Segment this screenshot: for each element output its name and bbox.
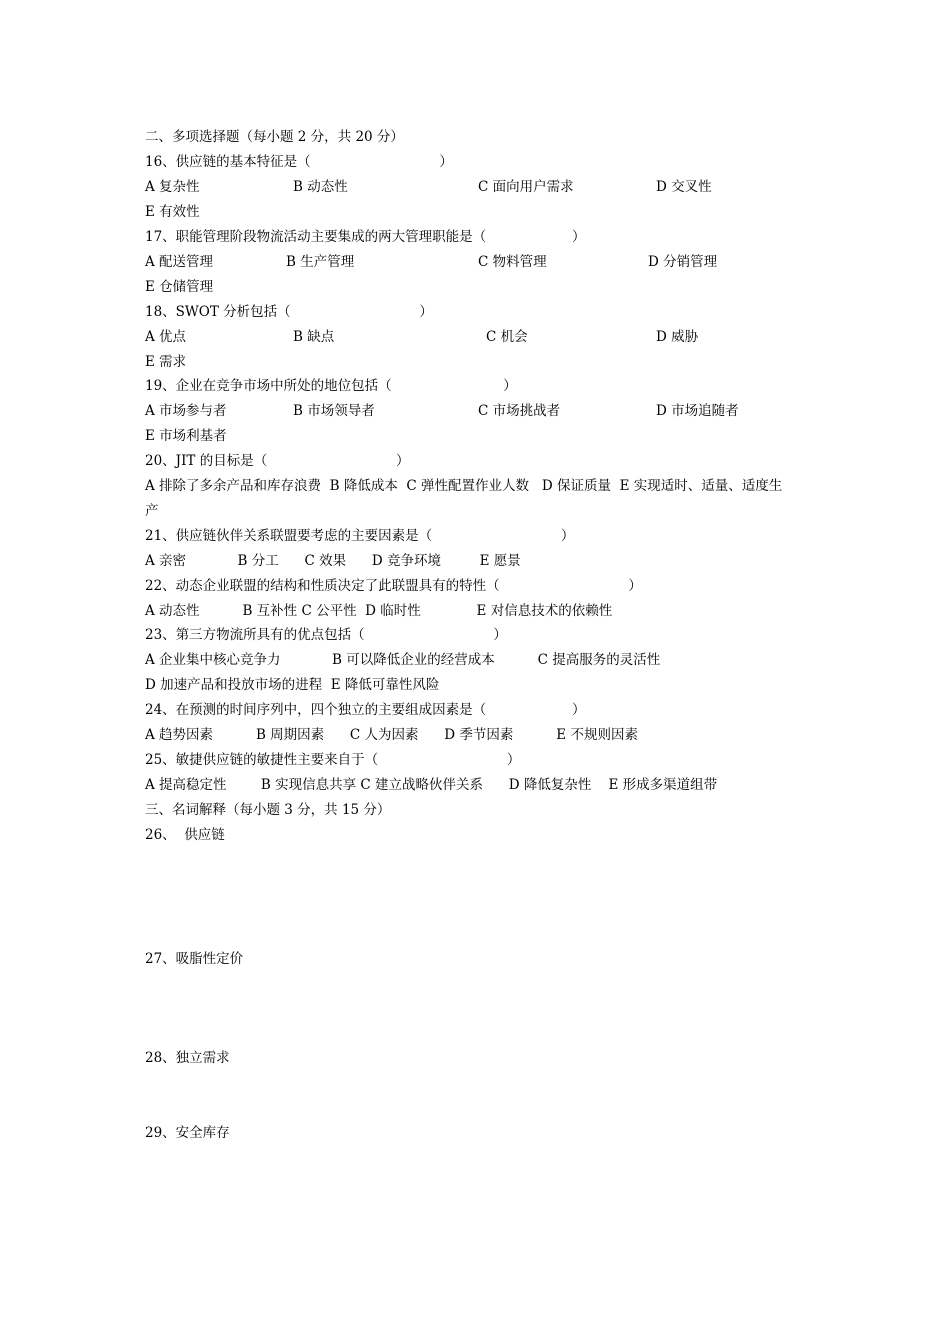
question-17-option-a: A 配送管理 xyxy=(145,254,214,270)
question-26-stem: 26、 供应链 xyxy=(145,827,225,843)
question-27-stem: 27、吸脂性定价 xyxy=(145,951,244,967)
question-19-stem: 19、企业在竞争市场中所处的地位包括（ ） xyxy=(145,378,517,394)
question-17-option-c: C 物料管理 xyxy=(478,254,547,270)
question-23-stem: 23、第三方物流所具有的优点包括（ ） xyxy=(145,627,507,643)
question-24-stem: 24、在预测的时间序列中，四个独立的主要组成因素是（ ） xyxy=(145,702,586,718)
question-18-option-d: D 威胁 xyxy=(656,329,699,345)
question-22-stem: 22、动态企业联盟的结构和性质决定了此联盟具有的特性（ ） xyxy=(145,578,642,594)
section-heading-term-definitions: 三、名词解释（每小题 3 分，共 15 分） xyxy=(145,802,391,818)
question-17-stem: 17、职能管理阶段物流活动主要集成的两大管理职能是（ ） xyxy=(145,229,586,245)
question-18-option-b: B 缺点 xyxy=(293,329,335,345)
question-19-option-b: B 市场领导者 xyxy=(293,403,375,419)
question-22-options: A 动态性 B 互补性 C 公平性 D 临时性 E 对信息技术的依赖性 xyxy=(145,603,613,619)
question-25-options: A 提高稳定性 B 实现信息共享 C 建立战略伙伴关系 D 降低复杂性 E 形成多渠道组带 xyxy=(145,777,718,793)
question-19-option-d: D 市场追随者 xyxy=(656,403,739,419)
question-18-option-e: E 需求 xyxy=(145,354,187,370)
question-28-stem: 28、独立需求 xyxy=(145,1050,230,1066)
question-16-option-d: D 交叉性 xyxy=(656,179,712,195)
question-18-stem: 18、SWOT 分析包括（ ） xyxy=(145,304,433,320)
question-18-option-c: C 机会 xyxy=(486,329,528,345)
question-29-stem: 29、安全库存 xyxy=(145,1125,230,1141)
question-19-option-e: E 市场利基者 xyxy=(145,428,227,444)
question-16-option-b: B 动态性 xyxy=(293,179,348,195)
question-19-option-c: C 市场挑战者 xyxy=(478,403,561,419)
question-16-option-c: C 面向用户需求 xyxy=(478,179,574,195)
question-21-stem: 21、供应链伙伴关系联盟要考虑的主要因素是（ ） xyxy=(145,528,575,544)
question-16-option-a: A 复杂性 xyxy=(145,179,200,195)
question-24-options: A 趋势因素 B 周期因素 C 人为因素 D 季节因素 E 不规则因素 xyxy=(145,727,638,743)
question-20-options: A 排除了多余产品和库存浪费 B 降低成本 C 弹性配置作业人数 D 保证质量 E 实现适时、适量、适度生 xyxy=(145,478,783,494)
section-heading-multiple-choice: 二、多项选择题（每小题 2 分，共 20 分） xyxy=(145,129,404,145)
question-17-option-e: E 仓储管理 xyxy=(145,279,214,295)
question-20-stem: 20、JIT 的目标是（ ） xyxy=(145,453,410,469)
question-25-stem: 25、敏捷供应链的敏捷性主要来自于（ ） xyxy=(145,752,521,768)
question-23-options: A 企业集中核心竞争力 B 可以降低企业的经营成本 C 提高服务的灵活性 xyxy=(145,652,661,668)
question-21-options: A 亲密 B 分工 C 效果 D 竞争环境 E 愿景 xyxy=(145,553,521,569)
question-19-option-a: A 市场参与者 xyxy=(145,403,227,419)
question-16-option-e: E 有效性 xyxy=(145,204,200,220)
question-16-stem: 16、供应链的基本特征是（ ） xyxy=(145,154,453,170)
question-17-option-d: D 分销管理 xyxy=(648,254,718,270)
question-20-options-continued: 产 xyxy=(145,503,159,519)
question-23-options-continued: D 加速产品和投放市场的进程 E 降低可靠性风险 xyxy=(145,677,440,693)
question-18-option-a: A 优点 xyxy=(145,329,187,345)
question-17-option-b: B 生产管理 xyxy=(286,254,355,270)
